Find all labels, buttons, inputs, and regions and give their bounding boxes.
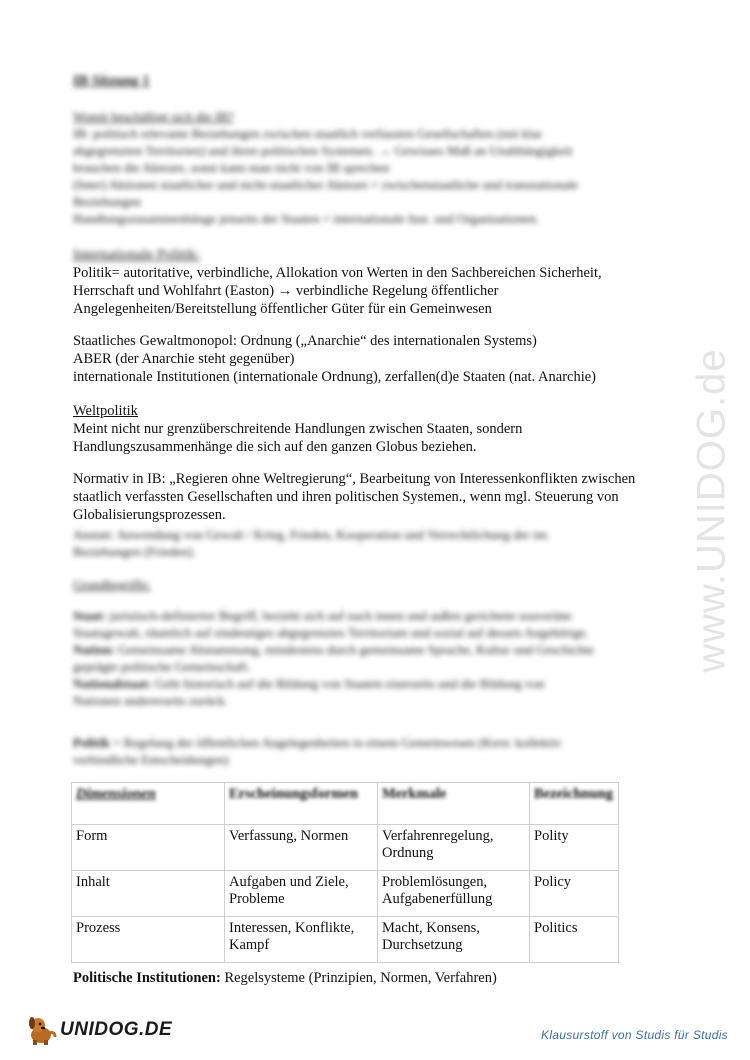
grundbegriffe-line (73, 658, 673, 675)
unidog-logo[interactable] (24, 1010, 174, 1050)
term-text: = Regelung der öffentlichen Angelegenheiten in einem Gemeinwesen (Kern: kollektiv (109, 735, 562, 750)
politik-line: Politik= autoritative, verbindliche, Allokation von Werten in den Sachbereichen Sicherheit, (73, 265, 602, 281)
table-cell-merkmal: Macht, Konsens, Durchsetzung (378, 917, 530, 963)
grundbegriffe-line (73, 675, 673, 692)
logo-text: UNIDOG.DE (60, 1019, 173, 1040)
politik-line: Herrschaft und Wohlfahrt (Easton) → verbindliche Regelung öffentlicher (73, 283, 499, 299)
document-heading (73, 72, 673, 90)
politik-title: Internationale Politik: (73, 247, 200, 263)
intro-line: Handlungszusammenhänge jenseits der Staaten = internationale Inst. und Organisationen. (73, 211, 540, 226)
term-text: Geht historisch auf die Bildung von Staaten einerseits und die Bildung von (151, 676, 545, 691)
header-merkmale: Merkmale (382, 786, 447, 802)
grundbegriffe-title: Grundbegriffe: (73, 577, 151, 592)
intro-title: Womit beschäftigt sich die IB? (73, 109, 234, 124)
table-cell-bezeichnung: Policy (530, 871, 619, 917)
term-label: Nationalstaat: (73, 676, 152, 691)
politik-section (73, 246, 673, 318)
table-cell-merkmal: Problemlösungen, Aufgabenerfüllung (378, 871, 530, 917)
weltpolitik-line: Handlungszusammenhänge die sich auf den ganzen Globus beziehen. (73, 439, 477, 455)
table-row (72, 825, 619, 871)
term-label: Staat: (73, 608, 107, 623)
term-text: Nationen andererseits zurück. (73, 693, 228, 708)
table-cell-form: Verfassung, Normen (225, 825, 378, 871)
term-text: Staatsgewalt, räumlich auf eindeutiges abgegrenztes Territorium und sozial auf dessen Angehörige. (73, 625, 589, 640)
term-label: Nation: (73, 642, 115, 657)
intro-line: (Inter) Aktionen staatlicher und nicht-staatlicher Akteure = zwischenstaatliche und transnationale (73, 177, 579, 192)
table-row (72, 871, 619, 917)
normativ-line: Normativ in IB: „Regieren ohne Weltregierung“, Bearbeitung von Interessenkonflikten zwischen (73, 471, 636, 487)
gewaltmonopol-line: ABER (der Anarchie steht gegenüber) (73, 351, 295, 367)
weltpolitik-title: Weltpolitik (73, 403, 138, 419)
anstatt-section (73, 526, 673, 560)
weltpolitik-section (73, 402, 673, 456)
table-cell-dimension: Form (72, 825, 225, 871)
gewaltmonopol-line: internationale Institutionen (internationale Ordnung), zerfallen(d)e Staaten (nat. Anarchie) (73, 369, 596, 385)
gewaltmonopol-line: Staatliches Gewaltmonopol: Ordnung („Anarchie“ des internationalen Systems) (73, 333, 537, 349)
header-dimensionen: Dimensionen (76, 786, 156, 802)
table-cell-dimension: Inhalt (72, 871, 225, 917)
table-row (72, 917, 619, 963)
weltpolitik-line: Meint nicht nur grenzüberschreitende Handlungen zwischen Staaten, sondern (73, 421, 523, 437)
normativ-line: staatlich verfassten Gesellschaften und ihren politischen Systemen., wenn mgl. Steuerung von (73, 489, 619, 505)
term-text: Gemeinsame Abstammung, mindestens durch gemeinsame Sprache, Kultur und Geschichte (114, 642, 594, 657)
intro-line: brauchen die Akteure, sonst kann man nicht von IB sprechen (73, 160, 390, 175)
footer-tagline: Klausurstoff von Studis für Studis (541, 1028, 728, 1042)
intro-section (73, 108, 673, 227)
intro-line: abgegrenzten Territorien) und ihren politischen Systemen. → Gewisses Maß an Unabhängigkeit (73, 143, 573, 158)
table-header-cell (72, 783, 225, 825)
table-header-cell (225, 783, 378, 825)
intro-line: Beziehungen (73, 194, 141, 209)
politik-definition (73, 734, 673, 768)
header-bezeichnung: Bezeichnung (534, 786, 613, 802)
table-cell-merkmal: Verfahrenregelung, Ordnung (378, 825, 530, 871)
heading-text: IB Sitzung 1 (73, 73, 150, 89)
table-header-cell (530, 783, 619, 825)
table-cell-bezeichnung: Polity (530, 825, 619, 871)
table-cell-form: Interessen, Konflikte, Kampf (225, 917, 378, 963)
table-header-row (72, 783, 619, 825)
grundbegriffe-line (73, 692, 673, 709)
grundbegriffe-line (73, 607, 673, 624)
table-cell-dimension: Prozess (72, 917, 225, 963)
anstatt-line: Anstatt: Anwendung von Gewalt / Krieg, Frieden, Kooperation und Verrechtlichung der int. (73, 527, 551, 542)
header-erscheinungsformen: Erscheinungsformen (229, 786, 358, 802)
institutionen-label: Politische Institutionen: (73, 970, 221, 986)
politik-def-line (73, 734, 673, 751)
politik-def-line (73, 751, 673, 768)
dimensions-table (71, 782, 619, 963)
table-header-cell (378, 783, 530, 825)
term-text: juristisch-definierter Begriff, bezieht sich auf nach innen und außen gerichtete souveräne (106, 608, 572, 623)
table-cell-form: Aufgaben und Ziele, Probleme (225, 871, 378, 917)
dog-mascot-icon (24, 1013, 58, 1047)
institutionen-line (73, 970, 497, 987)
anstatt-line: Beziehungen (Frieden). (73, 544, 196, 559)
term-text: verbindliche Entscheidungen) (73, 752, 229, 767)
gewaltmonopol-section (73, 332, 673, 386)
institutionen-text: Regelsysteme (Prinzipien, Normen, Verfahren) (220, 970, 497, 986)
normativ-section (73, 470, 673, 524)
grundbegriffe-section (73, 576, 673, 709)
table-cell-bezeichnung: Politics (530, 917, 619, 963)
normativ-line: Globalisierungsprozessen. (73, 507, 226, 523)
watermark-text: www.UNIDOG.de (689, 347, 734, 673)
grundbegriffe-line (73, 641, 673, 658)
grundbegriffe-line (73, 624, 673, 641)
intro-line: IB: politisch relevante Beziehungen zwischen staatlich verfassten Gesellschaften (mit klar (73, 126, 542, 141)
term-label: Politik (73, 735, 110, 750)
term-text: geprägte politische Gemeinschaft. (73, 659, 251, 674)
watermark (682, 280, 742, 740)
politik-line: Angelegenheiten/Bereitstellung öffentlicher Güter für ein Gemeinwesen (73, 301, 492, 317)
